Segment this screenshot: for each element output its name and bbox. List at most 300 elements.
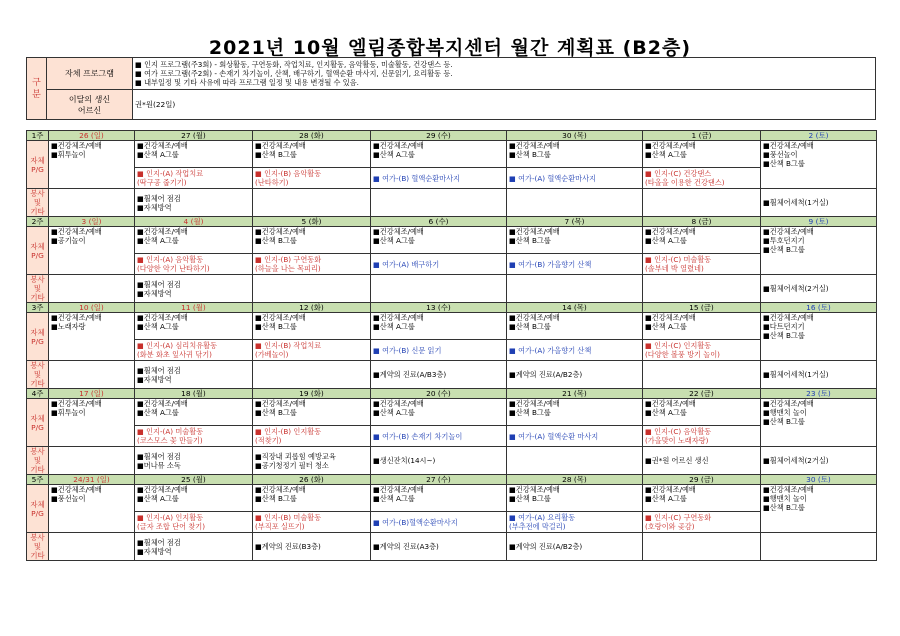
day-cell — [49, 313, 135, 361]
day-header: 6 (수) — [371, 217, 507, 227]
program-cell — [507, 340, 643, 361]
etc-item: ■휠체어 점검 — [137, 451, 181, 461]
program-row — [27, 399, 877, 426]
etc-cell — [761, 533, 877, 561]
schedule-item: ■산책 B그룹 — [255, 408, 297, 417]
cognitive-program-row — [27, 254, 877, 275]
program-row-label: 자체 P/G — [27, 485, 49, 533]
etc-cell — [371, 361, 507, 389]
schedule-item: ■산책 B그룹 — [763, 331, 805, 340]
day-header: 15 (금) — [643, 303, 761, 313]
day-cell — [135, 141, 253, 168]
volunteer-row — [27, 189, 877, 217]
program-item: (글자 조합 단어 찾기) — [137, 522, 206, 531]
schedule-item: ■건강체조/예배 — [509, 141, 560, 150]
schedule-item: ■건강체조/예배 — [255, 227, 306, 236]
day-header: 18 (월) — [135, 389, 253, 399]
day-cell — [49, 399, 135, 447]
schedule-item: ■건강체조/예배 — [645, 313, 696, 322]
program-cell — [135, 168, 253, 189]
schedule-item: ■산책 A그룹 — [137, 494, 179, 503]
etc-cell — [371, 189, 507, 217]
page-title: 2021년 10월 엘림종합복지센터 월간 계획표 (B2층) — [208, 37, 692, 59]
schedule-item: ■건강체조/예배 — [255, 141, 306, 150]
legend-line: ■ 인지 프로그램(주3회) - 회상활동, 구연동화, 작업치료, 인지활동, 음악활동, 미술활동, 건강댄스 등. — [135, 60, 453, 69]
legend-line: ■ 내부일정 및 기타 사유에 따라 프로그램 일정 및 내용 변경될 수 있음. — [135, 78, 359, 87]
schedule-item: ■건강체조/예배 — [645, 485, 696, 494]
program-item: ■ 인지-(B) 작업치료 — [255, 341, 322, 350]
program-item: ■ 인지-(C) 건강댄스 — [645, 169, 712, 178]
schedule-item: ■산책 B그룹 — [509, 150, 551, 159]
schedule-item: ■건강체조/예배 — [255, 399, 306, 408]
program-item: ■ 인지-(A) 미술활동 — [137, 427, 204, 436]
day-cell — [643, 485, 761, 512]
schedule-item: ■투호던지기 — [763, 236, 805, 245]
week-label: 2주 — [27, 217, 49, 227]
schedule-item: ■건강체조/예배 — [51, 485, 102, 494]
day-cell — [253, 141, 371, 168]
schedule-item: ■건강체조/예배 — [373, 141, 424, 150]
schedule-item: ■산책 A그룹 — [645, 494, 687, 503]
schedule-item: ■건강체조/예배 — [255, 485, 306, 494]
schedule-item: ■산책 B그룹 — [255, 494, 297, 503]
day-header: 14 (목) — [507, 303, 643, 313]
etc-item: ■휠체어세척(1거실) — [763, 370, 829, 379]
etc-cell — [49, 533, 135, 561]
cognitive-program-row — [27, 340, 877, 361]
day-header: 16 (토) — [761, 303, 877, 313]
day-header: 23 (토) — [761, 389, 877, 399]
schedule-item: ■산책 A그룹 — [137, 322, 179, 331]
program-item: ■ 인지-(C) 음악활동 — [645, 427, 712, 436]
day-cell — [371, 141, 507, 168]
schedule-item: ■산책 B그룹 — [255, 322, 297, 331]
program-row-label: 자체 P/G — [27, 141, 49, 189]
etc-cell — [761, 447, 877, 475]
etc-cell — [49, 275, 135, 303]
week-date-row — [27, 389, 877, 399]
day-cell — [507, 141, 643, 168]
program-cell — [371, 340, 507, 361]
etc-cell — [135, 361, 253, 389]
program-cell — [135, 340, 253, 361]
schedule-item: ■산책 A그룹 — [137, 150, 179, 159]
volunteer-row-label: 봉사 및 기타 — [27, 189, 49, 217]
etc-cell — [253, 533, 371, 561]
schedule-item: ■풍선놀이 — [51, 494, 86, 503]
etc-item: ■직장내 괴롭힘 예방교육 — [255, 451, 336, 461]
schedule-item: ■행맨치 놀이 — [763, 408, 807, 417]
gu-label: 구분 — [27, 58, 47, 120]
program-item: (다양한 악기 난타하기) — [137, 264, 210, 273]
day-header: 27 (수) — [371, 475, 507, 485]
day-cell — [507, 227, 643, 254]
week-date-row — [27, 475, 877, 485]
etc-cell — [135, 533, 253, 561]
day-header: 17 (일) — [49, 389, 135, 399]
day-header: 26 (일) — [49, 131, 135, 141]
program-item: ■ 인지-(A) 심리치유활동 — [137, 341, 218, 350]
day-header: 24/31 (일) — [49, 475, 135, 485]
day-cell — [253, 313, 371, 340]
day-cell — [371, 399, 507, 426]
program-cell — [253, 254, 371, 275]
schedule-item: ■건강체조/예배 — [137, 485, 188, 494]
program-item: ■ 인지-(B) 인지활동 — [255, 427, 322, 436]
schedule-item: ■산책 A그룹 — [373, 150, 415, 159]
day-cell — [135, 227, 253, 254]
cognitive-program-row — [27, 512, 877, 533]
program-item: (부직포 실뜨기) — [255, 522, 305, 531]
etc-item: ■휠체어세척(2거실) — [763, 456, 829, 465]
etc-cell — [253, 361, 371, 389]
day-cell — [135, 485, 253, 512]
volunteer-row — [27, 275, 877, 303]
etc-item: ■공기청정기 필터 청소 — [255, 460, 329, 470]
program-item: ■ 여가-(B) 손재기 차기놀이 — [373, 431, 463, 441]
program-item: ■ 인지-(C) 인지활동 — [645, 341, 712, 350]
program-item: ■ 여가-(A) 혈액순환 마사지 — [509, 431, 599, 441]
day-header: 30 (목) — [507, 131, 643, 141]
program-cell — [507, 426, 643, 447]
etc-item: ■계약의 진료(A/B2층) — [509, 542, 583, 551]
etc-item: ■머나뮤 소독 — [137, 460, 181, 470]
schedule-item: ■산책 B그룹 — [509, 408, 551, 417]
day-cell — [507, 399, 643, 426]
schedule-item: ■공기놀이 — [51, 236, 86, 245]
week-date-row — [27, 303, 877, 313]
day-cell — [49, 227, 135, 275]
schedule-item: ■건강체조/예배 — [763, 227, 814, 236]
day-header: 7 (목) — [507, 217, 643, 227]
schedule-item: ■건강체조/예배 — [137, 227, 188, 236]
etc-item: ■휠체어 점검 — [137, 537, 181, 547]
program-row-label: 자체 P/G — [27, 313, 49, 361]
etc-cell — [253, 275, 371, 303]
etc-cell — [135, 275, 253, 303]
day-header: 21 (목) — [507, 389, 643, 399]
schedule-item: ■건강체조/예배 — [763, 141, 814, 150]
cognitive-program-row — [27, 426, 877, 447]
etc-cell — [49, 189, 135, 217]
schedule-item: ■산책 B그룹 — [255, 150, 297, 159]
week-label: 1주 — [27, 131, 49, 141]
etc-cell — [643, 275, 761, 303]
schedule-item: ■산책 A그룹 — [645, 236, 687, 245]
program-item: ■ 인지-(A) 인지활동 — [137, 513, 204, 522]
volunteer-row-label: 봉사 및 기타 — [27, 275, 49, 303]
day-cell — [371, 485, 507, 512]
program-cell — [253, 340, 371, 361]
schedule-item: ■휘투놀이 — [51, 150, 86, 159]
etc-item: ■휠체어세척(2거실) — [763, 284, 829, 293]
week-date-row — [27, 131, 877, 141]
schedule-item: ■건강체조/예배 — [763, 399, 814, 408]
etc-cell — [643, 447, 761, 475]
cognitive-program-row — [27, 168, 877, 189]
program-cell — [371, 426, 507, 447]
etc-cell — [49, 361, 135, 389]
schedule-item: ■풍선놀이 — [763, 150, 798, 159]
day-header: 1 (금) — [643, 131, 761, 141]
day-header: 13 (수) — [371, 303, 507, 313]
schedule-item: ■건강체조/예배 — [137, 399, 188, 408]
day-cell — [135, 313, 253, 340]
schedule-item: ■건강체조/예배 — [645, 141, 696, 150]
day-header: 11 (월) — [135, 303, 253, 313]
etc-cell — [507, 275, 643, 303]
program-item: ■ 여가-(A) 요리활동 — [509, 513, 576, 522]
day-header: 28 (화) — [253, 131, 371, 141]
program-item: ■ 인지-(B) 음악활동 — [255, 169, 322, 178]
week-date-row — [27, 217, 877, 227]
day-header: 5 (화) — [253, 217, 371, 227]
week-label: 5주 — [27, 475, 49, 485]
week-label: 4주 — [27, 389, 49, 399]
program-cell — [643, 512, 761, 533]
etc-cell — [507, 533, 643, 561]
schedule-item: ■행맨치 놀이 — [763, 494, 807, 503]
day-cell — [253, 399, 371, 426]
day-cell — [643, 313, 761, 340]
day-header: 28 (목) — [507, 475, 643, 485]
etc-cell — [507, 361, 643, 389]
legend-line: ■ 여가 프로그램(주2회) - 손재기 차기놀이, 산책, 배구하기, 혈액순환 마사지, 신문읽기, 요리활동 등. — [135, 69, 453, 78]
day-cell — [253, 485, 371, 512]
etc-item: ■휠체어 점검 — [137, 279, 181, 289]
program-item: ■ 여가-(B) 신문 읽기 — [373, 345, 442, 355]
schedule-item: ■산책 B그룹 — [509, 236, 551, 245]
etc-item: ■휠체어 점검 — [137, 365, 181, 375]
program-item: (화분 화초 잎사귀 닦기) — [137, 350, 212, 359]
legend-table — [26, 57, 876, 120]
schedule-item: ■다트던지기 — [763, 322, 805, 331]
program-item: (다양한 볼풍 방기 놀이) — [645, 350, 720, 359]
program-item: (난타하기) — [255, 178, 289, 187]
program-item: ■ 여가-(B) 혈액순환마사지 — [373, 173, 460, 183]
etc-item: ■휠체어 점검 — [137, 193, 181, 203]
program-cell — [253, 168, 371, 189]
etc-cell — [761, 361, 877, 389]
program-cell — [643, 340, 761, 361]
etc-cell — [253, 447, 371, 475]
program-item: ■ 인지-(B) 미술활동 — [255, 513, 322, 522]
schedule-item: ■산책 A그룹 — [373, 408, 415, 417]
etc-cell — [643, 361, 761, 389]
program-item: (솔부네 박 열렸네) — [645, 264, 704, 273]
schedule-item: ■산책 A그룹 — [645, 322, 687, 331]
etc-cell — [371, 447, 507, 475]
program-item: (가베놀이) — [255, 350, 289, 359]
day-cell — [643, 227, 761, 254]
day-header: 29 (금) — [643, 475, 761, 485]
etc-item: ■계약의 진료(B3층) — [255, 542, 321, 551]
schedule-item: ■산책 B그룹 — [763, 417, 805, 426]
schedule-item: ■휘투놀이 — [51, 408, 86, 417]
program-row — [27, 141, 877, 168]
day-header: 3 (일) — [49, 217, 135, 227]
volunteer-row-label: 봉사 및 기타 — [27, 533, 49, 561]
program-cell — [253, 426, 371, 447]
schedule-item: ■산책 B그룹 — [509, 494, 551, 503]
etc-cell — [371, 275, 507, 303]
day-header: 12 (화) — [253, 303, 371, 313]
program-cell — [371, 168, 507, 189]
etc-cell — [135, 447, 253, 475]
program-row — [27, 313, 877, 340]
program-cell — [135, 512, 253, 533]
day-header: 27 (월) — [135, 131, 253, 141]
schedule-item: ■산책 A그룹 — [137, 408, 179, 417]
schedule-item: ■산책 B그룹 — [763, 159, 805, 168]
program-cell — [507, 254, 643, 275]
program-item: ■ 여가-(B)혈액순환마사지 — [373, 517, 458, 527]
week-label: 3주 — [27, 303, 49, 313]
day-cell — [761, 227, 877, 275]
schedule-item: ■건강체조/예배 — [763, 485, 814, 494]
schedule-item: ■건강체조/예배 — [373, 485, 424, 494]
schedule-item: ■건강체조/예배 — [509, 313, 560, 322]
etc-cell — [49, 447, 135, 475]
schedule-item: ■건강체조/예배 — [373, 313, 424, 322]
program-cell — [643, 254, 761, 275]
etc-item: ■휠체어세척(1거실) — [763, 198, 829, 207]
etc-cell — [761, 275, 877, 303]
program-item: ■ 인지-(A) 음악활동 — [137, 255, 204, 264]
etc-cell — [371, 533, 507, 561]
day-cell — [761, 141, 877, 189]
day-cell — [761, 485, 877, 533]
schedule-item: ■산책 B그룹 — [509, 322, 551, 331]
program-item: (타올을 이용한 건강댄스) — [645, 178, 725, 187]
day-header: 2 (토) — [761, 131, 877, 141]
schedule-item: ■노래자랑 — [51, 322, 86, 331]
day-cell — [49, 485, 135, 533]
etc-cell — [643, 533, 761, 561]
day-header: 20 (수) — [371, 389, 507, 399]
program-item: (하늘을 나는 목피리) — [255, 264, 321, 273]
schedule-item: ■산책 A그룹 — [373, 322, 415, 331]
day-header: 8 (금) — [643, 217, 761, 227]
schedule-item: ■산책 A그룹 — [645, 150, 687, 159]
program-item: ■ 여가-(A) 배구하기 — [373, 259, 440, 269]
schedule-item: ■건강체조/예배 — [255, 313, 306, 322]
volunteer-row — [27, 447, 877, 475]
self-program-label: 자체 프로그램 — [47, 58, 133, 90]
day-cell — [371, 227, 507, 254]
schedule-item: ■건강체조/예배 — [763, 313, 814, 322]
schedule-item: ■건강체조/예배 — [51, 399, 102, 408]
schedule-item: ■건강체조/예배 — [51, 141, 102, 150]
program-cell — [507, 168, 643, 189]
program-item: (적찾기) — [255, 436, 282, 445]
schedule-item: ■산책 B그룹 — [255, 236, 297, 245]
schedule-item: ■건강체조/예배 — [51, 313, 102, 322]
day-cell — [761, 399, 877, 447]
schedule-item: ■산책 A그룹 — [373, 236, 415, 245]
program-row-label: 자체 P/G — [27, 399, 49, 447]
schedule-item: ■산책 B그룹 — [763, 245, 805, 254]
calendar-table — [26, 130, 877, 561]
etc-item: ■자체방역 — [137, 374, 172, 384]
etc-item: ■계약의 진료(A/B2층) — [509, 370, 583, 379]
day-header: 22 (금) — [643, 389, 761, 399]
day-cell — [49, 141, 135, 189]
program-item: (가을맞이 노래자랑) — [645, 436, 709, 445]
program-item: ■ 여가-(A) 혈액순환마사지 — [509, 173, 596, 183]
program-item: ■ 인지-(C) 구연동화 — [645, 513, 712, 522]
birthday-value: 권*원(22일) — [133, 90, 876, 120]
program-item: ■ 여가-(B) 가을향기 산책 — [509, 259, 592, 269]
schedule-item: ■산책 A그룹 — [373, 494, 415, 503]
etc-item: ■권*원 어르신 생신 — [645, 456, 709, 465]
day-cell — [507, 485, 643, 512]
program-cell — [371, 254, 507, 275]
program-item: (호랑이와 곶감) — [645, 522, 695, 531]
day-header: 9 (토) — [761, 217, 877, 227]
legend-lines — [133, 58, 876, 90]
day-header: 19 (화) — [253, 389, 371, 399]
program-item: (코스모스 꽃 만들기) — [137, 436, 203, 445]
schedule-item: ■산책 A그룹 — [137, 236, 179, 245]
program-row — [27, 485, 877, 512]
program-cell — [643, 168, 761, 189]
etc-cell — [643, 189, 761, 217]
program-item: ■ 여가-(A) 가을향기 산책 — [509, 345, 592, 355]
day-header: 4 (월) — [135, 217, 253, 227]
program-row — [27, 227, 877, 254]
birthday-label: 이달의 생신 어르신 — [47, 90, 133, 120]
program-cell — [253, 512, 371, 533]
schedule-item: ■건강체조/예배 — [137, 141, 188, 150]
day-cell — [643, 141, 761, 168]
schedule-item: ■건강체조/예배 — [137, 313, 188, 322]
etc-item: ■계약의 진료(A/B3층) — [373, 370, 447, 379]
day-cell — [135, 399, 253, 426]
schedule-item: ■건강체조/예배 — [509, 485, 560, 494]
etc-cell — [507, 189, 643, 217]
etc-item: ■자체방역 — [137, 288, 172, 298]
program-cell — [507, 512, 643, 533]
day-header: 30 (토) — [761, 475, 877, 485]
etc-item: ■자체방역 — [137, 202, 172, 212]
volunteer-row — [27, 533, 877, 561]
program-cell — [371, 512, 507, 533]
program-cell — [135, 426, 253, 447]
volunteer-row-label: 봉사 및 기타 — [27, 361, 49, 389]
day-cell — [761, 313, 877, 361]
day-cell — [643, 399, 761, 426]
volunteer-row-label: 봉사 및 기타 — [27, 447, 49, 475]
day-cell — [507, 313, 643, 340]
program-item: ■ 인지-(C) 미술활동 — [645, 255, 712, 264]
day-header: 26 (화) — [253, 475, 371, 485]
etc-item: ■자체방역 — [137, 546, 172, 556]
program-cell — [135, 254, 253, 275]
day-header: 25 (월) — [135, 475, 253, 485]
etc-cell — [761, 189, 877, 217]
schedule-item: ■건강체조/예배 — [373, 227, 424, 236]
program-item: ■ 인지-(A) 작업치료 — [137, 169, 204, 178]
program-item: (부추전에 막걸리) — [509, 522, 566, 531]
schedule-item: ■건강체조/예배 — [51, 227, 102, 236]
etc-item: ■생신잔치(14시~) — [373, 456, 436, 465]
day-cell — [371, 313, 507, 340]
day-cell — [253, 227, 371, 254]
program-item: (딱구공 줍기기) — [137, 178, 187, 187]
volunteer-row — [27, 361, 877, 389]
schedule-item: ■건강체조/예배 — [509, 227, 560, 236]
